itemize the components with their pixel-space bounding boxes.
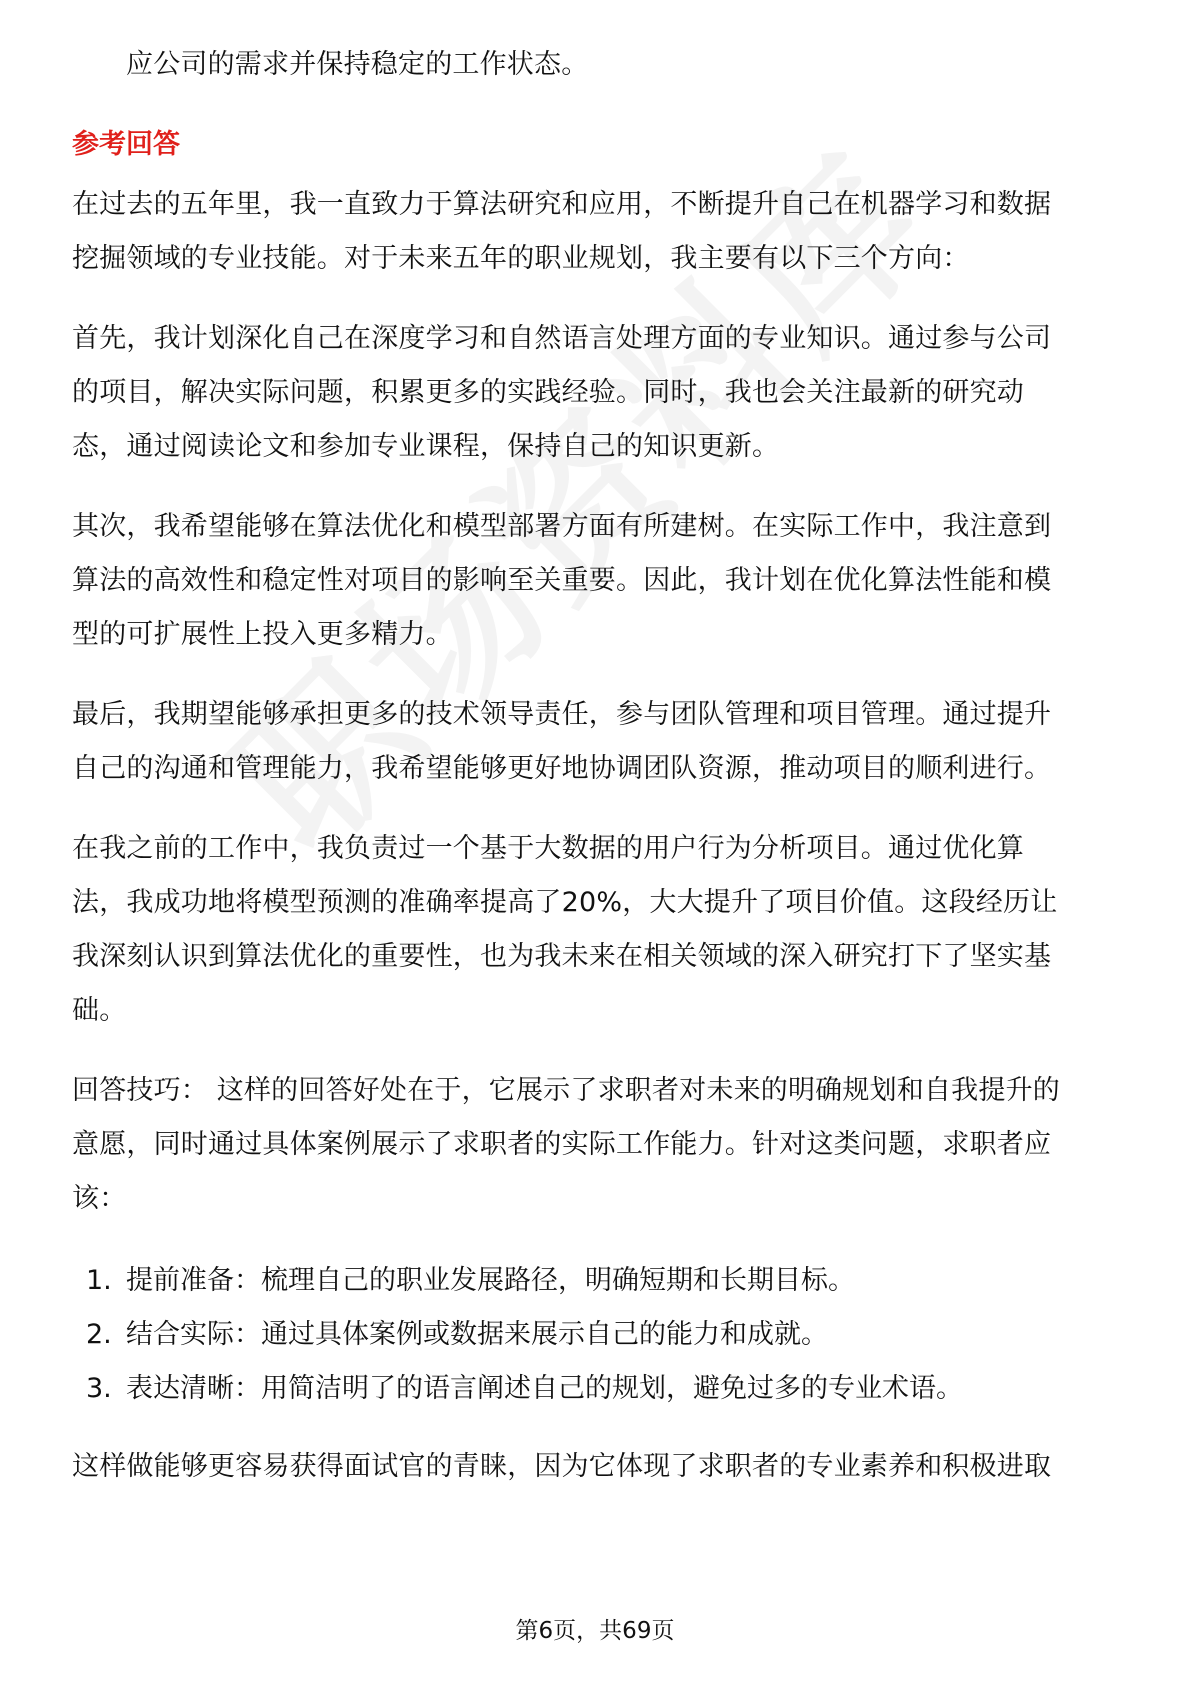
paragraph-line: 态，通过阅读论文和参加专业课程，保持自己的知识更新。	[72, 431, 780, 462]
paragraph-line: 挖掘领域的专业技能。对于未来五年的职业规划，我主要有以下三个方向：	[72, 243, 970, 274]
continuation-line: 应公司的需求并保持稳定的工作状态。	[126, 49, 589, 80]
list-number: 1.	[86, 1265, 112, 1296]
closing-line: 这样做能够更容易获得面试官的青睐，因为它体现了求职者的专业素养和积极进取	[72, 1451, 1052, 1482]
paragraph-line: 自己的沟通和管理能力，我希望能够更好地协调团队资源，推动项目的顺利进行。	[72, 753, 1052, 784]
list-item	[86, 1372, 963, 1406]
paragraph-line: 其次，我希望能够在算法优化和模型部署方面有所建树。在实际工作中，我注意到	[72, 511, 1052, 542]
paragraph-line: 法，我成功地将模型预测的准确率提高了20%，大大提升了项目价值。这段经历让	[72, 887, 1058, 918]
list-text: 提前准备：梳理自己的职业发展路径，明确短期和长期目标。	[126, 1265, 855, 1296]
list-number: 2.	[86, 1319, 112, 1350]
section-heading: 参考回答	[72, 129, 180, 160]
page-number: 第6页，共69页	[515, 1618, 675, 1644]
list-text: 表达清晰：用简洁明了的语言阐述自己的规划，避免过多的专业术语。	[126, 1373, 963, 1404]
list-item	[86, 1318, 828, 1352]
paragraph-line: 础。	[72, 995, 127, 1026]
paragraph-line: 该：	[72, 1183, 127, 1214]
paragraph-line: 首先，我计划深化自己在深度学习和自然语言处理方面的专业知识。通过参与公司	[72, 323, 1052, 354]
list-text: 结合实际：通过具体案例或数据来展示自己的能力和成就。	[126, 1319, 828, 1350]
paragraph-line: 算法的高效性和稳定性对项目的影响至关重要。因此，我计划在优化算法性能和模	[72, 565, 1052, 596]
paragraph-line: 型的可扩展性上投入更多精力。	[72, 619, 453, 650]
paragraph-line: 回答技巧： 这样的回答好处在于，它展示了求职者对未来的明确规划和自我提升的	[72, 1075, 1060, 1106]
paragraph-line: 在我之前的工作中，我负责过一个基于大数据的用户行为分析项目。通过优化算	[72, 833, 1024, 864]
paragraph-line: 我深刻认识到算法优化的重要性，也为我未来在相关领域的深入研究打下了坚实基	[72, 941, 1052, 972]
paragraph-line: 的项目，解决实际问题，积累更多的实践经验。同时，我也会关注最新的研究动	[72, 377, 1024, 408]
paragraph-line: 意愿，同时通过具体案例展示了求职者的实际工作能力。针对这类问题，求职者应	[72, 1129, 1052, 1160]
list-number: 3.	[86, 1373, 112, 1404]
list-item	[86, 1264, 855, 1298]
paragraph-line: 在过去的五年里，我一直致力于算法研究和应用，不断提升自己在机器学习和数据	[72, 189, 1052, 220]
paragraph-line: 最后，我期望能够承担更多的技术领导责任，参与团队管理和项目管理。通过提升	[72, 699, 1052, 730]
